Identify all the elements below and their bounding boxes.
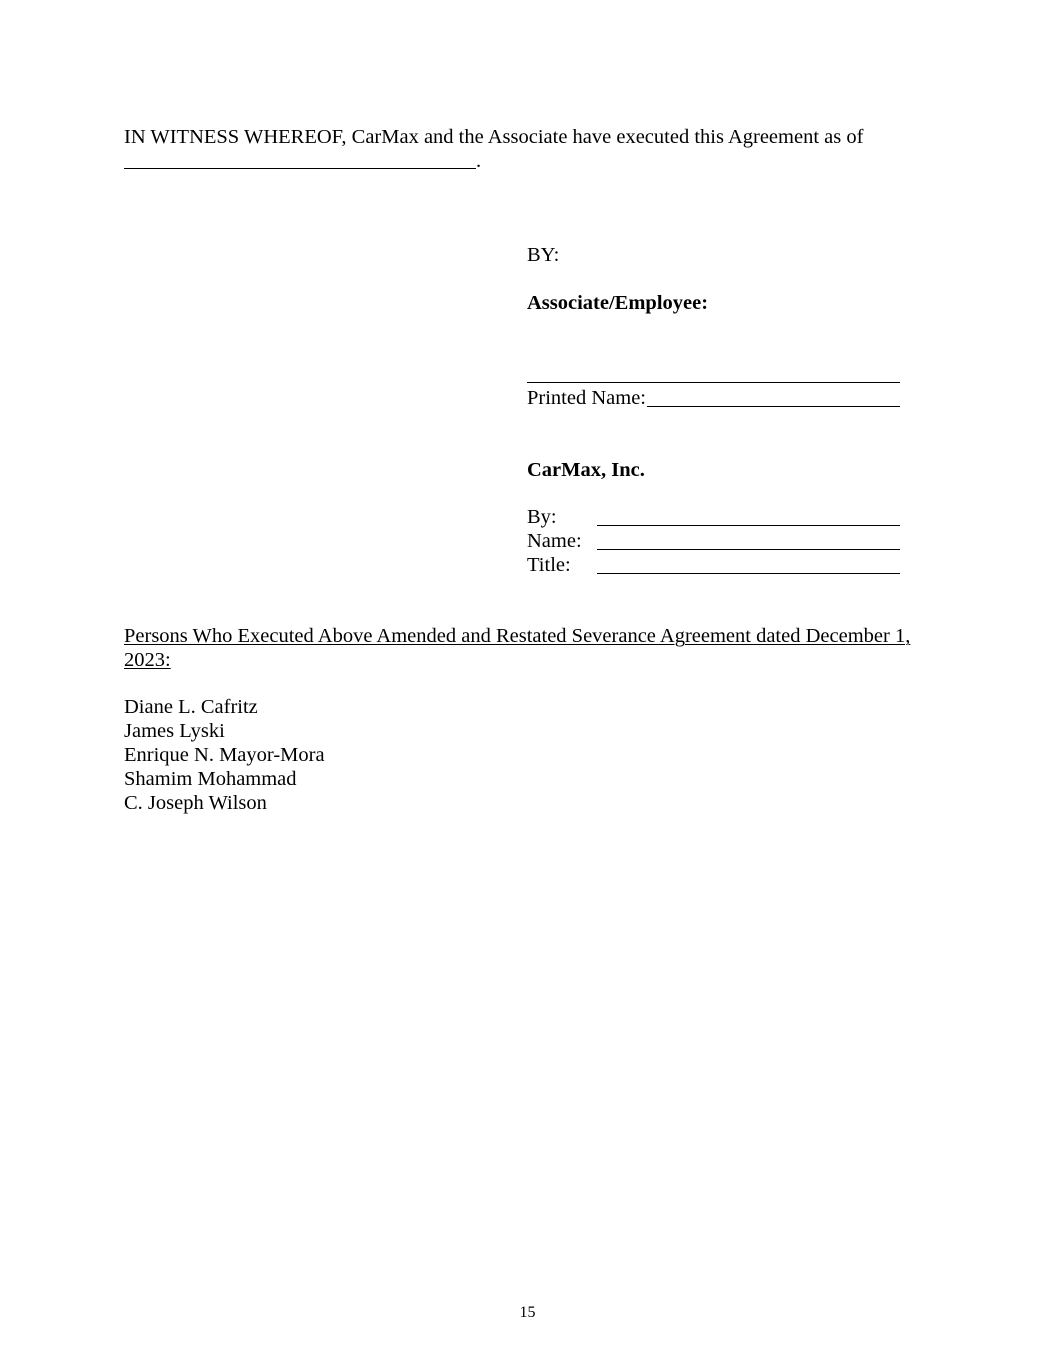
company-title-line bbox=[597, 573, 900, 574]
company-title-label: Title: bbox=[527, 554, 571, 576]
date-period: . bbox=[476, 150, 482, 172]
person-name: James Lyski bbox=[124, 720, 225, 742]
by-label: BY: bbox=[527, 244, 560, 266]
company-name-label: Name: bbox=[527, 530, 582, 552]
persons-heading-line1: Persons Who Executed Above Amended and Restated Severance Agreement dated December 1, bbox=[124, 625, 911, 647]
company-by-line bbox=[597, 525, 900, 526]
printed-name-label: Printed Name: bbox=[527, 387, 646, 409]
date-blank-line bbox=[124, 168, 476, 169]
person-name: Diane L. Cafritz bbox=[124, 696, 258, 718]
person-name: Shamim Mohammad bbox=[124, 768, 297, 790]
page-number: 15 bbox=[519, 1304, 536, 1321]
associate-heading: Associate/Employee: bbox=[527, 292, 709, 314]
company-name-line bbox=[597, 549, 900, 550]
person-name: C. Joseph Wilson bbox=[124, 792, 267, 814]
company-by-label: By: bbox=[527, 506, 557, 528]
person-name: Enrique N. Mayor-Mora bbox=[124, 744, 325, 766]
associate-signature-line bbox=[527, 382, 900, 383]
witness-clause: IN WITNESS WHEREOF, CarMax and the Associate have executed this Agreement as of bbox=[124, 126, 864, 148]
printed-name-line bbox=[647, 406, 900, 407]
persons-heading-line2: 2023: bbox=[124, 649, 171, 671]
company-heading: CarMax, Inc. bbox=[527, 459, 645, 481]
